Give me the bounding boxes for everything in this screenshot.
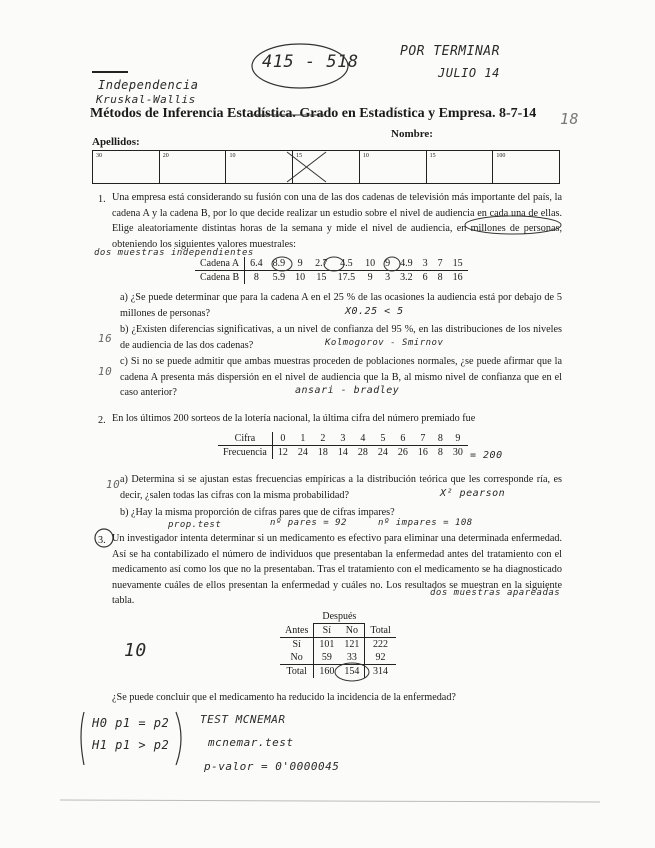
handwritten-prop-test: prop.test xyxy=(168,520,222,530)
q2-cell: 4 xyxy=(360,433,366,444)
score-box: 10 xyxy=(360,151,427,183)
q1-cell: 3 xyxy=(422,258,428,269)
q2-cell: 3 xyxy=(340,433,346,444)
q1-cell: 2.7 xyxy=(315,258,328,269)
q1-cell: 8.9 xyxy=(272,258,286,269)
q3-cell: 92 xyxy=(375,652,386,663)
handwritten-ansari: ansari - bradley xyxy=(295,385,400,396)
handwritten-margin-18: 18 xyxy=(560,110,580,128)
handwritten-independencia: Independencia xyxy=(98,78,199,92)
handwritten-mark-10b: 10 xyxy=(106,478,121,491)
q2-cell: 30 xyxy=(452,447,463,458)
q3-question: ¿Se puede concluir que el medicamento ha reducido la incidencia de la enfermedad? xyxy=(112,692,456,703)
q2-cell: 2 xyxy=(320,433,326,444)
q1-part-c: c) Si no se puede admitir que ambas muestras proceden de poblaciones normales, ¿se puede afirmar que la cadena A presenta más dispersión en el nivel de audiencia que la B, al mismo nivel de confianza que en el caso anterior? xyxy=(120,356,562,398)
handwritten-dos-muestras: dos muestras independientes xyxy=(94,248,254,258)
handwritten-mark-16: 16 xyxy=(98,332,113,345)
handwritten-mark-10: 10 xyxy=(98,365,113,378)
q2-text: En los últimos 200 sorteos de la lotería nacional, la última cifra del número premiado fue xyxy=(112,413,476,424)
q3-number: 3. xyxy=(98,535,106,546)
q3-cell: 314 xyxy=(373,666,389,677)
q2-part-b: b) ¿Hay la misma proporción de cifras pares que de cifras impares? xyxy=(120,507,395,518)
q1-part-a: a) ¿Se puede determinar que para la cadena A en el 25 % de las ocasiones la audiencia está por debajo de 5 millones de personas? xyxy=(120,292,562,319)
q1-text: Una empresa está considerando su fusión con una de las dos cadenas de televisión más importante del país, la cadena A y la cadena B, por lo que decide realizar un estudio sobre el nivel de audiencia en cada una de ellas. Elige aleatoriamente distintas horas de la semana y mide el nivel de audiencia, en millones de personas, obteniendo los siguientes valores muestrales: xyxy=(112,192,562,250)
handwritten-kolmogorov: Kolmogorov - Smirnov xyxy=(325,338,444,348)
q2-cell: 0 xyxy=(280,433,286,444)
q3-cell: 160 xyxy=(319,666,335,677)
q1-cell: 9 xyxy=(367,272,373,283)
q1-cell: 9 xyxy=(297,258,303,269)
q2-number: 2. xyxy=(98,415,106,426)
q3-head-total: Total xyxy=(370,624,391,636)
handwritten-chi2: X² pearson xyxy=(440,488,506,499)
q3-cell: 121 xyxy=(339,638,365,652)
q2-cell: 9 xyxy=(455,433,461,444)
score-box: 15 xyxy=(427,151,494,183)
q2-part-a: a) Determina si se ajustan estas frecuencias empíricas a la distribución teórica que les corresponde ría, es decir, ¿salen todas las cifras con la misma probabilidad? xyxy=(120,474,562,501)
q2-cell: 28 xyxy=(357,447,368,458)
q3-row-total-label: Total xyxy=(280,665,314,679)
q3-cell: 154 xyxy=(339,665,365,679)
handwritten-n-pares: nº pares = 92 xyxy=(270,518,347,528)
exam-title: Métodos de Inferencia Estadística. Grado en Estadística y Empresa. 8-7-14 xyxy=(90,106,537,121)
handwritten-h0: H0 p1 = p2 xyxy=(92,716,170,730)
q3-cell: 33 xyxy=(339,651,365,665)
q3-head-si: Sí xyxy=(322,625,332,636)
q2-cell: 5 xyxy=(380,433,386,444)
score-box: 30 xyxy=(93,151,160,183)
q1-cell: 4.5 xyxy=(340,258,353,269)
q1-cell: 8 xyxy=(437,272,443,283)
q3-cell: 101 xyxy=(319,639,335,650)
q3-antes: Antes xyxy=(280,624,314,638)
q2-cell: 26 xyxy=(397,447,408,458)
handwritten-dos-muestras-apareadas: dos muestras apareadas xyxy=(430,588,561,598)
handwritten-pvalor: p-valor = 0'0000045 xyxy=(204,760,340,773)
q2-cell: 16 xyxy=(417,447,428,458)
q3-cell: 59 xyxy=(321,652,332,663)
handwritten-por-terminar: POR TERMINAR xyxy=(400,44,500,59)
q3-text: Un investigador intenta determinar si un medicamento es efectivo para eliminar una determinada enfermedad. Así se ha contabilizado el número de individuos que presentaban la enfermedad antes del tratamiento con el medicamento así como los que no la presentaban. Tras el tratamiento con el medicamento se ha diagnosticado nuevamente cuáles de ellos presentan la enfermedad y cuáles no. Los resultados se muestran en la siguiente tabla. xyxy=(112,533,562,606)
circle-q3 xyxy=(95,529,113,547)
q1-cell: 3.2 xyxy=(400,272,413,283)
handwritten-ten: 10 xyxy=(124,640,147,661)
q2-cell: 8 xyxy=(437,447,443,458)
q1-cell: 4.9 xyxy=(400,258,413,269)
q2-cell: 8 xyxy=(437,433,443,444)
q1-rowB-label: Cadena B xyxy=(195,271,245,285)
brace-right xyxy=(176,712,181,765)
q2-cell: 24 xyxy=(297,447,308,458)
q2-cifra-label: Cifra xyxy=(218,432,272,446)
q2-freq-label: Frecuencia xyxy=(218,446,272,460)
circle-pages xyxy=(252,44,348,88)
q1-cell: 15 xyxy=(452,258,463,269)
q1-rowA-label: Cadena A xyxy=(195,257,245,271)
handwritten-test-mcnemar: TEST MCNEMAR xyxy=(200,713,286,726)
q1-cell: 17.5 xyxy=(337,272,356,283)
q1-cell: 10 xyxy=(365,258,376,269)
q3-row-no-label: No xyxy=(280,651,314,665)
handwritten-julio: JULIO 14 xyxy=(438,66,500,80)
q1-cell: 16 xyxy=(452,272,463,283)
handwritten-x025: X0.25 < 5 xyxy=(345,306,404,317)
circle-value xyxy=(384,257,400,271)
score-box: 15 xyxy=(293,151,360,183)
q1-number: 1. xyxy=(98,194,106,205)
q1-cell: 3 xyxy=(385,272,391,283)
handwritten-n-impares: nº impares = 108 xyxy=(378,518,473,528)
q1-cell: 10 xyxy=(295,272,306,283)
q2-cell: 7 xyxy=(420,433,426,444)
q1-cell: 15 xyxy=(316,272,327,283)
q1-cell: 7 xyxy=(437,258,443,269)
q2-cell: 24 xyxy=(377,447,388,458)
handwritten-pages: 415 - 518 xyxy=(262,52,359,72)
apellidos-label: Apellidos: xyxy=(92,136,140,148)
q2-cell: 12 xyxy=(277,447,288,458)
q1-part-b: b) ¿Existen diferencias significativas, a un nivel de confianza del 95 %, en las distribuciones de los niveles de audiencia de las dos cadenas? xyxy=(120,324,562,351)
q2-cell: 1 xyxy=(300,433,306,444)
score-box: 20 xyxy=(160,151,227,183)
q3-row-si-label: Sí xyxy=(280,638,314,652)
circle-314 xyxy=(335,663,369,681)
handwritten-h1: H1 p1 > p2 xyxy=(92,738,170,752)
circle-value xyxy=(324,257,344,271)
q1-cell: 5.9 xyxy=(272,272,286,283)
q2-cell: 6 xyxy=(400,433,406,444)
handwritten-eq200: = 200 xyxy=(470,450,503,461)
q1-cell: 8 xyxy=(253,272,259,283)
nombre-label: Nombre: xyxy=(391,128,433,140)
q1-cell: 6 xyxy=(422,272,428,283)
handwritten-mcnemar-test: mcnemar.test xyxy=(208,736,294,749)
q3-despues: Después xyxy=(314,610,365,624)
circle-value xyxy=(272,257,292,271)
score-box: 10 xyxy=(226,151,293,183)
handwritten-kruskal: Kruskal-Wallis xyxy=(96,93,196,106)
q2-cell: 18 xyxy=(317,447,328,458)
q1-cell: 9 xyxy=(385,258,391,269)
q1-cell: 6.4 xyxy=(250,258,263,269)
page-edge xyxy=(60,800,600,802)
q3-cell: 222 xyxy=(373,639,389,650)
circle-nivel-audiencia xyxy=(465,216,561,234)
q3-head-no: No xyxy=(339,624,365,638)
score-box: 100 xyxy=(496,153,506,159)
brace-left xyxy=(81,712,84,765)
q2-cell: 14 xyxy=(337,447,348,458)
